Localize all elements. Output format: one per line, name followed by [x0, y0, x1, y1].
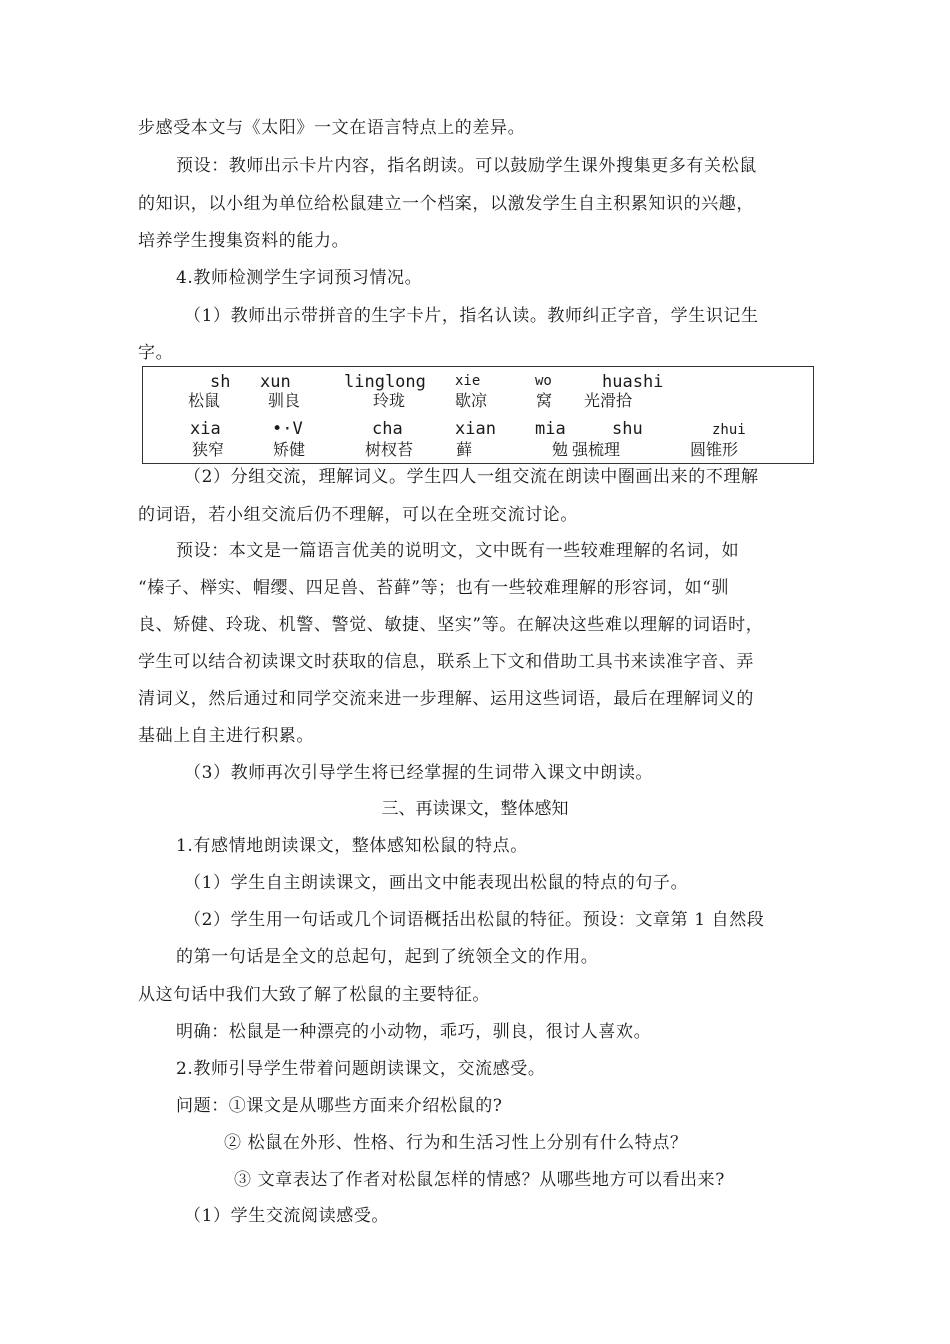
- vocab-word: 光滑拾: [584, 391, 633, 410]
- section-heading: 三、再读课文，整体感知: [381, 799, 569, 819]
- vocab-word: 矫健: [273, 440, 306, 459]
- question-line: ③ 文章表达了作者对松鼠怎样的情感？从哪些地方可以看出来?: [234, 1170, 725, 1190]
- pinyin-label: xian: [455, 419, 496, 439]
- pinyin-label: shu: [612, 419, 643, 439]
- pinyin-label: linglong: [344, 372, 426, 392]
- paragraph-line: 培养学生搜集资料的能力。: [138, 231, 350, 251]
- vocab-word: 松鼠: [188, 391, 221, 410]
- paragraph-line: 2.教师引导学生带着问题朗读课文，交流感受。: [176, 1059, 546, 1079]
- vocab-word: 藓: [456, 440, 473, 459]
- paragraph-line: 步感受本文与《太阳》一文在语言特点上的差异。: [138, 118, 526, 138]
- pinyin-label: sh: [210, 372, 231, 392]
- paragraph-line: （3）教师再次引导学生将已经掌握的生词带入课文中朗读。: [184, 763, 654, 783]
- vocab-word: 驯良: [268, 391, 301, 410]
- paragraph-line: 清词义，然后通过和同学交流来进一步理解、运用这些词语，最后在理解词义的: [138, 689, 754, 709]
- paragraph-line: 预设：本文是一篇语言优美的说明文，文中既有一些较难理解的名词，如: [176, 541, 740, 561]
- pinyin-label: xia: [190, 419, 221, 439]
- pinyin-label: mia: [535, 419, 566, 439]
- question-line: ② 松鼠在外形、性格、行为和生活习性上分别有什么特点？: [224, 1133, 688, 1153]
- pinyin-label: xun: [260, 372, 291, 392]
- paragraph-line: 良、矫健、玲珑、机警、警觉、敏捷、坚实”等。在解决这些难以理解的词语时，: [138, 615, 764, 635]
- pinyin-label: •·V: [272, 419, 303, 439]
- vocab-word: 歇凉: [455, 391, 488, 410]
- paragraph-line: 从这句话中我们大致了解了松鼠的主要特征。: [138, 985, 490, 1005]
- paragraph-line: “榛子、榉实、帽缨、四足兽、苔藓”等；也有一些较难理解的形容词，如“驯: [138, 578, 730, 598]
- pinyin-label: xie: [455, 373, 481, 389]
- vocab-word: 窝: [536, 391, 553, 410]
- vocab-word: 圆锥形: [690, 440, 739, 459]
- paragraph-line: 4.教师检测学生字词预习情况。: [176, 268, 423, 288]
- paragraph-line: 的词语，若小组交流后仍不理解，可以在全班交流讨论。: [138, 505, 578, 525]
- paragraph-line: （2）学生用一句话或几个词语概括出松鼠的特征。预设：文章第 1 自然段: [184, 910, 765, 930]
- paragraph-line: （1）学生自主朗读课文，画出文中能表现出松鼠的特点的句子。: [184, 873, 689, 893]
- pinyin-label: huashi: [602, 372, 664, 392]
- pinyin-label: zhui: [712, 422, 746, 438]
- paragraph-line: 的第一句话是全文的总起句，起到了统领全文的作用。: [176, 947, 599, 967]
- paragraph-line: 明确：松鼠是一种漂亮的小动物，乖巧，驯良，很讨人喜欢。: [176, 1022, 652, 1042]
- vocab-word: 狭窄: [192, 440, 225, 459]
- paragraph-line: 的知识，以小组为单位给松鼠建立一个档案，以激发学生自主积累知识的兴趣，: [138, 194, 754, 214]
- vocab-word: 玲珑: [373, 391, 406, 410]
- question-line: 问题：①课文是从哪些方面来介绍松鼠的?: [176, 1096, 503, 1116]
- vocab-word: 树杈苔: [365, 440, 414, 459]
- vocab-word: 强梳理: [572, 440, 621, 459]
- paragraph-line: 字。: [138, 343, 174, 363]
- paragraph-line: 基础上自主进行积累。: [138, 726, 314, 746]
- pinyin-label: cha: [372, 419, 403, 439]
- vocab-word: 勉: [552, 440, 569, 459]
- paragraph-line: （1）教师出示带拼音的生字卡片，指名认读。教师纠正字音，学生识记生: [184, 306, 759, 326]
- paragraph-line: 学生可以结合初读课文时获取的信息，联系上下文和借助工具书来读准字音、弄: [138, 652, 754, 672]
- paragraph-line: 1.有感情地朗读课文，整体感知松鼠的特点。: [176, 836, 528, 856]
- paragraph-line: （2）分组交流，理解词义。学生四人一组交流在朗读中圈画出来的不理解: [184, 467, 759, 487]
- paragraph-line: （1）学生交流阅读感受。: [184, 1206, 390, 1226]
- pinyin-label: wo: [535, 373, 552, 389]
- paragraph-line: 预设：教师出示卡片内容，指名朗读。可以鼓励学生课外搜集更多有关松鼠: [176, 156, 757, 176]
